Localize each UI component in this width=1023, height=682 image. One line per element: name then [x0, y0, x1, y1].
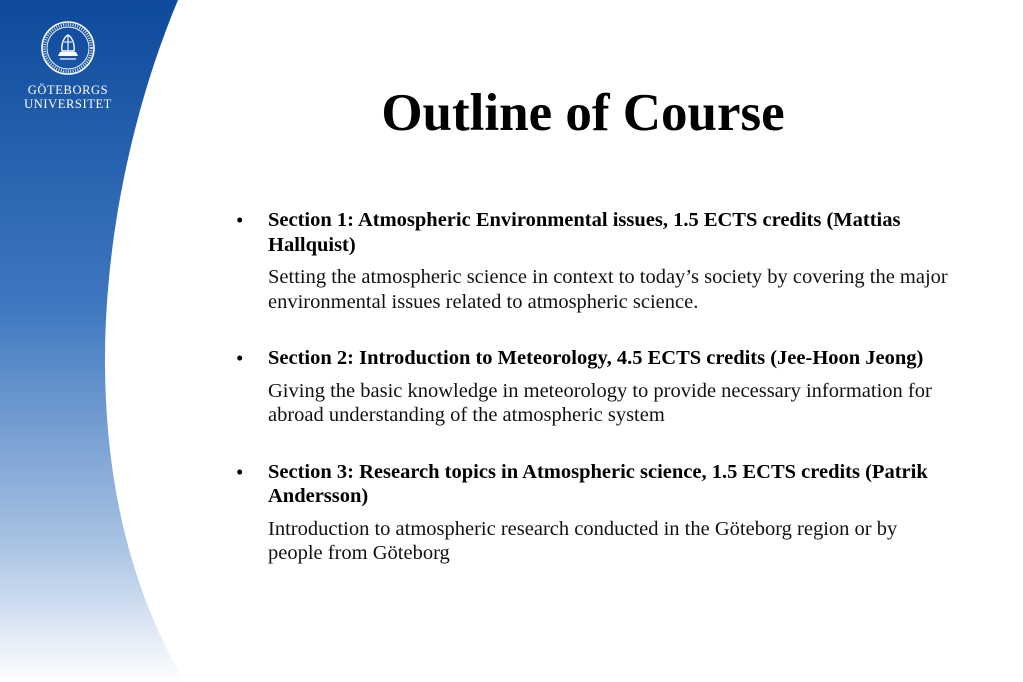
section-heading: Section 2: Introduction to Meteorology, 4.5 ECTS credits (Jee-Hoon Jeong) [268, 347, 924, 369]
bullet-icon: • [236, 459, 244, 484]
section-item [232, 460, 952, 566]
course-sections [232, 208, 952, 598]
university-seal-icon [40, 20, 96, 76]
section-item [232, 208, 952, 314]
bullet-icon: • [236, 208, 244, 232]
section-description: Giving the basic knowledge in meteorology to provide necessary information for abroad understanding of the atmospheric system [268, 379, 932, 426]
section-heading: Section 1: Atmospheric Environmental issues, 1.5 ECTS credits (Mattias Hallquist) [268, 209, 901, 256]
section-item [232, 346, 952, 428]
logo-text-line2: UNIVERSITET [24, 97, 112, 111]
university-logo [14, 20, 122, 111]
section-heading: Section 3: Research topics in Atmospheric science, 1.5 ECTS credits (Patrik Andersson) [268, 460, 928, 507]
slide-title: Outline of Course [381, 84, 785, 142]
bullet-icon: • [236, 346, 244, 370]
section-description: Setting the atmospheric science in context to today’s society by covering the major environmental issues related to atmospheric science. [268, 266, 948, 313]
logo-text-line1: GÖTEBORGS [27, 83, 109, 97]
section-description: Introduction to atmospheric research conducted in the Göteborg region or by people from Göteborg [268, 517, 898, 564]
